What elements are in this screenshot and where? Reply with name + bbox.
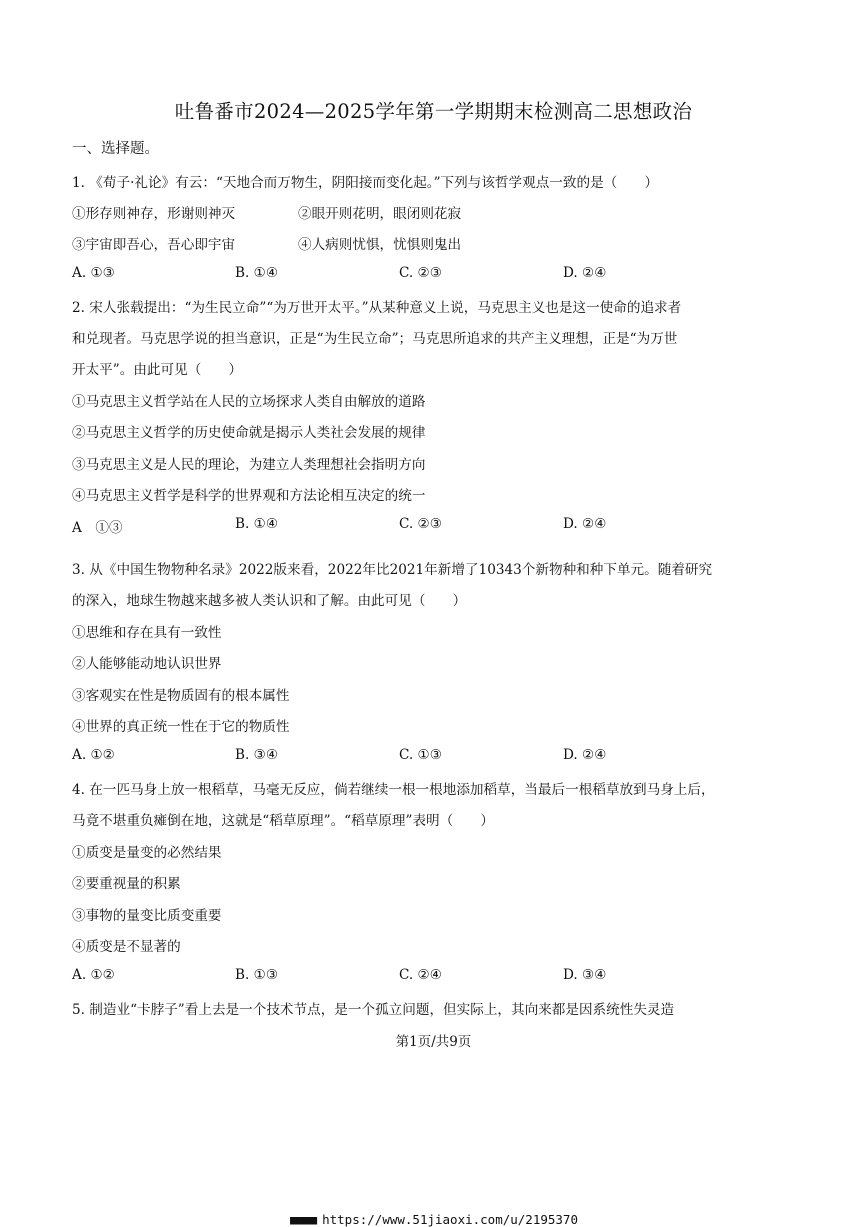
question-4-option-c: C. ②④ — [399, 967, 442, 983]
watermark-url[interactable]: https://www.51jiaoxi.com/u/2195370 — [322, 1212, 578, 1227]
watermark-prefix: ■■■■ — [290, 1212, 317, 1227]
question-1-option-d: D. ②④ — [563, 265, 607, 281]
question-4-statement-4: ④质变是不显著的 — [72, 939, 181, 955]
question-2-option-d: D. ②④ — [563, 516, 607, 532]
question-3-option-c: C. ①③ — [399, 747, 442, 763]
question-3-option-a: A. ①② — [72, 747, 115, 763]
question-3-stem-line-1: 3. 从《中国生物物种名录》2022版来看，2022年比2021年新增了10343个新物种和种下单元。随着研究 — [72, 562, 713, 578]
question-1-option-c: C. ②③ — [399, 265, 442, 281]
question-1-statement-3: ③宇宙即吾心，吾心即宇宙 — [72, 237, 236, 253]
watermark — [290, 1212, 578, 1227]
question-2-statement-4: ④马克思主义哲学是科学的世界观和方法论相互决定的统一 — [72, 488, 426, 504]
question-1-option-b: B. ①④ — [235, 265, 279, 281]
question-5-stem-line-1: 5. 制造业“卡脖子”看上去是一个技术节点，是一个孤立问题，但实际上，其向来都是因系统性失灵造 — [72, 1002, 675, 1018]
question-1-option-a: A. ①③ — [72, 265, 115, 281]
question-4-option-b: B. ①③ — [235, 967, 279, 983]
page-number: 第1页/共9页 — [395, 1034, 472, 1050]
question-3-option-b: B. ③④ — [235, 747, 279, 763]
question-3-statement-1: ①思维和存在具有一致性 — [72, 625, 222, 641]
question-2-stem-line-2: 和兑现者。马克思学说的担当意识，正是“为生民立命”；马克思所追求的共产主义理想，正是“为万世 — [72, 331, 678, 347]
question-1-statement-4: ④人病则忧惧，忧惧则鬼出 — [298, 237, 462, 253]
question-4-stem-line-2: 马竟不堪重负瘫倒在地，这就是“稻草原理”。“稻草原理”表明（ ） — [72, 813, 495, 829]
question-4-option-d: D. ③④ — [563, 967, 607, 983]
question-2-stem-line-1: 2. 宋人张载提出：“为生民立命”“为万世开太平。”从某种意义上说，马克思主义也是这一使命的追求者 — [72, 300, 682, 316]
question-4-statement-3: ③事物的量变比质变重要 — [72, 908, 222, 924]
question-2-option-a: A ①③ — [72, 520, 123, 536]
question-3-stem-line-2: 的深入，地球生物越来越多被人类认识和了解。由此可见（ ） — [72, 593, 467, 609]
question-2-stem-line-3: 开太平”。由此可见（ ） — [72, 362, 243, 378]
question-4-stem-line-1: 4. 在一匹马身上放一根稻草，马毫无反应，倘若继续一根一根地添加稻草，当最后一根稻草放到马身上后， — [72, 782, 715, 798]
question-4-statement-2: ②要重视量的积累 — [72, 876, 181, 892]
question-2-option-b: B. ①④ — [235, 516, 279, 532]
document-title: 吐鲁番市2024—2025学年第一学期期末检测高二思想政治 — [174, 100, 693, 123]
question-2-statement-3: ③马克思主义是人民的理论，为建立人类理想社会指明方向 — [72, 457, 426, 473]
question-4-statement-1: ①质变是量变的必然结果 — [72, 845, 222, 861]
question-2-statement-2: ②马克思主义哲学的历史使命就是揭示人类社会发展的规律 — [72, 425, 426, 441]
question-2-statement-1: ①马克思主义哲学站在人民的立场探求人类自由解放的道路 — [72, 394, 426, 410]
question-1-statement-2: ②眼开则花明，眼闭则花寂 — [298, 206, 462, 222]
section-heading: 一、选择题。 — [72, 141, 159, 157]
question-2-option-c: C. ②③ — [399, 516, 442, 532]
question-3-statement-3: ③客观实在性是物质固有的根本属性 — [72, 688, 290, 704]
question-4-option-a: A. ①② — [72, 967, 115, 983]
question-3-statement-2: ②人能够能动地认识世界 — [72, 656, 222, 672]
question-3-statement-4: ④世界的真正统一性在于它的物质性 — [72, 719, 290, 735]
question-3-option-d: D. ②④ — [563, 747, 607, 763]
question-1-statement-1: ①形存则神存，形谢则神灭 — [72, 206, 236, 222]
question-1-stem: 1. 《荀子·礼论》有云：“天地合而万物生，阴阳接而变化起。”下列与该哲学观点一致的是（ ） — [72, 175, 659, 191]
